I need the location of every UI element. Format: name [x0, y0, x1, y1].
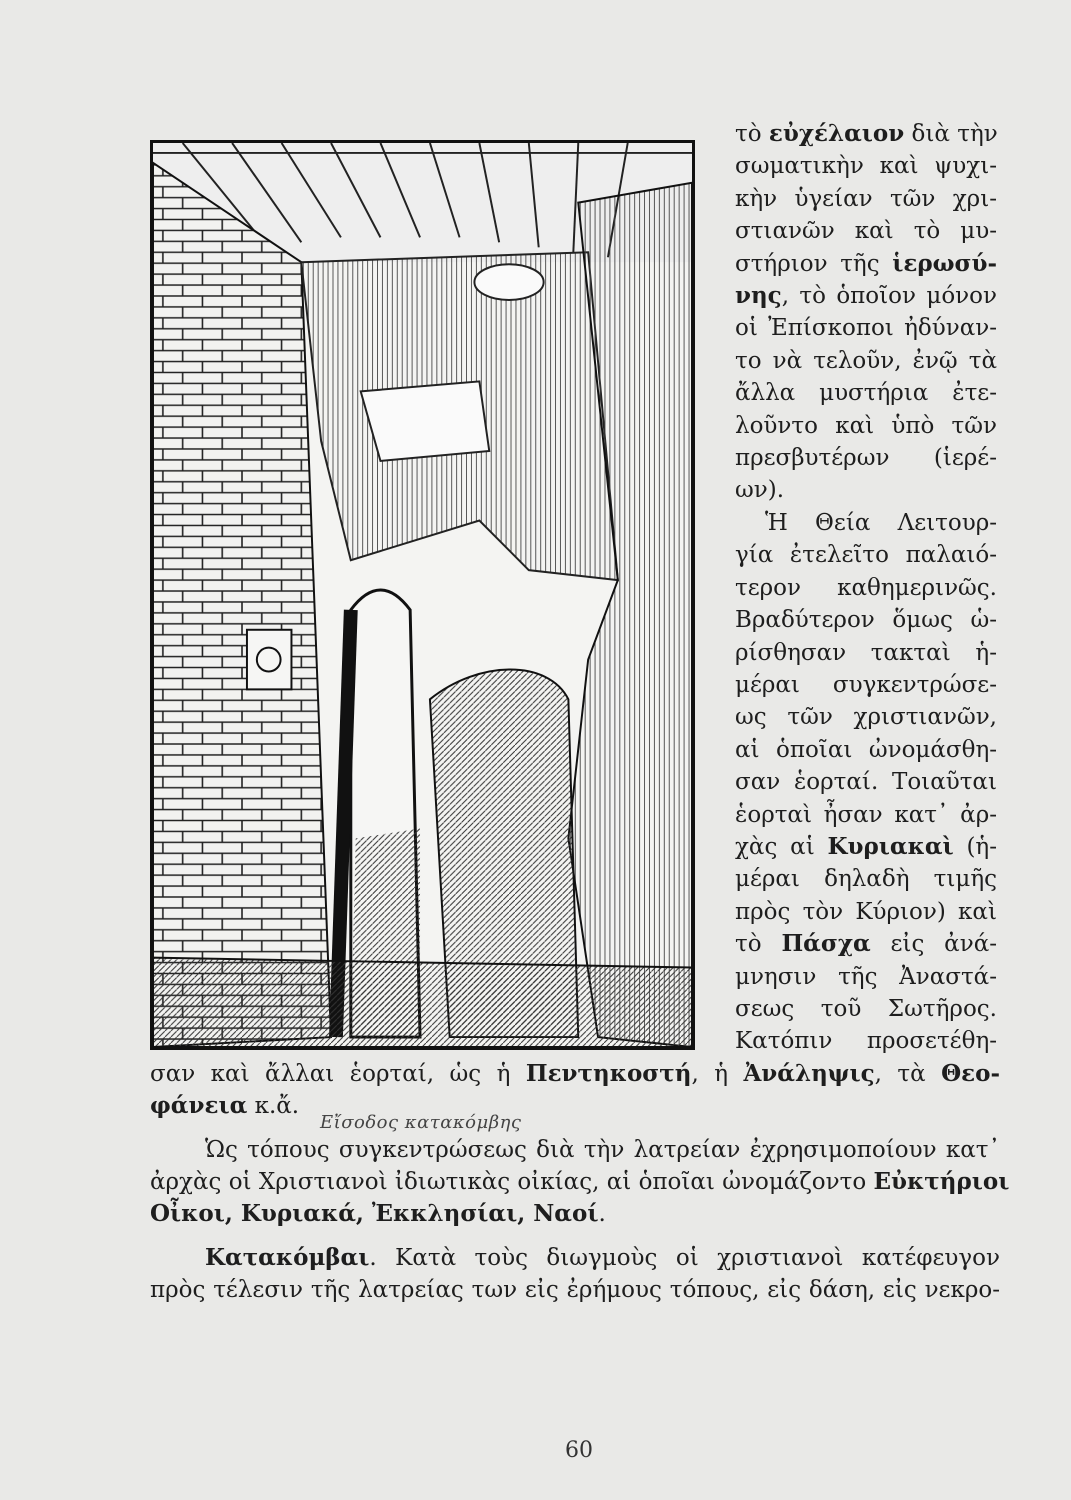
text-line	[735, 637, 997, 669]
figure-caption: Εἴσοδος κατακόμβης	[320, 1112, 522, 1133]
text-run: μνησιν τῆς Ἀναστά-	[735, 963, 997, 990]
text-line	[735, 507, 997, 539]
text-line	[735, 248, 997, 280]
text-run: πρὸς τὸν Κύριον) καὶ	[735, 898, 997, 925]
bold-term: Θεο-	[941, 1060, 1000, 1087]
text-run: διὰ τὴν	[904, 121, 998, 147]
text-run: στήριον τῆς	[735, 250, 893, 277]
text-line	[735, 669, 997, 701]
bold-term: Κατακόμβαι	[205, 1244, 370, 1271]
text-line	[150, 1090, 1000, 1122]
text-run: το νὰ τελοῦν, ἐνῷ τὰ	[735, 347, 997, 374]
text-run: ως τῶν χριστιανῶν,	[735, 704, 997, 731]
text-line	[735, 831, 997, 863]
text-run: σωματικὴν καὶ ψυχι-	[735, 153, 997, 180]
text-run: ων).	[735, 477, 785, 504]
text-line	[735, 539, 997, 571]
text-line	[735, 215, 997, 247]
text-run: ἑορταὶ ἦσαν κατ᾽ ἀρ-	[735, 801, 997, 828]
text-run: σαν ἑορταί. Τοιαῦται	[735, 769, 997, 796]
text-run: κὴν ὑγείαν τῶν χρι-	[735, 185, 997, 212]
text-line	[735, 410, 997, 442]
text-line	[735, 150, 997, 182]
text-run: . Κατὰ τοὺς διωγμοὺς οἱ χριστιανοὶ κατέφευγον	[369, 1245, 1000, 1271]
text-run: στιανῶν καὶ τὸ μυ-	[735, 218, 997, 245]
text-line	[735, 734, 997, 766]
bold-term: ἱερωσύ-	[892, 249, 997, 277]
text-run: κ.ἄ.	[247, 1093, 300, 1119]
text-run: αἱ ὁποῖαι ὠνομάσθη-	[735, 736, 997, 763]
text-run: πρὸς τέλεσιν τῆς λατρείας των εἰς ἐρήμους τόπους, εἰς δάση, εἰς νεκρο-	[150, 1277, 1000, 1303]
text-run: ἄλλα μυστήρια ἐτε-	[735, 380, 997, 407]
text-line	[735, 118, 997, 150]
text-run: σαν καὶ ἄλλαι ἑορταί, ὡς ἡ	[150, 1061, 526, 1087]
text-line	[735, 766, 997, 798]
text-line	[735, 474, 997, 506]
text-run: ρίσθησαν τακταὶ ἡ-	[735, 639, 997, 666]
text-line	[735, 701, 997, 733]
text-line	[735, 993, 997, 1025]
catacomb-entrance-illustration	[150, 140, 695, 1050]
text-run: Ὡς τόπους συγκεντρώσεως διὰ τὴν λατρείαν ἐχρησιμοποίουν κατ᾽	[205, 1137, 1000, 1163]
text-run: εἰς ἀνά-	[870, 931, 997, 958]
text-line	[735, 799, 997, 831]
paragraph-places-of-worship	[150, 1134, 1010, 1230]
text-line	[150, 1058, 1000, 1090]
text-run: μέραι συγκεντρώσε-	[735, 671, 997, 698]
text-run: , τὰ	[874, 1061, 942, 1087]
paragraph-feasts-continued	[150, 1058, 1000, 1122]
bold-term: εὐχέλαιον	[768, 120, 905, 147]
text-run: σεως τοῦ Σωτῆρος.	[735, 995, 997, 1022]
bold-term: Πάσχα	[781, 930, 871, 958]
text-run: Ἡ Θεία Λειτουρ-	[765, 509, 997, 536]
text-run: , τὸ ὁποῖον μόνον	[781, 283, 997, 310]
text-line	[150, 1166, 1010, 1198]
engraving-drawing	[153, 143, 692, 1047]
text-line	[735, 961, 997, 993]
text-run: Κατόπιν προσετέθη-	[735, 1028, 997, 1055]
text-run: τὸ	[735, 121, 769, 147]
text-line	[735, 863, 997, 895]
text-run: γία ἐτελεῖτο παλαιό-	[735, 542, 997, 569]
text-line	[150, 1242, 1000, 1274]
text-run: τὸ	[735, 931, 782, 958]
bold-term: Ἀνάληψις	[743, 1060, 875, 1087]
text-run: (ἡ-	[953, 833, 997, 860]
text-line	[735, 604, 997, 636]
text-run: .	[598, 1201, 606, 1227]
bold-term: Κυριακαὶ	[827, 832, 954, 860]
text-line	[735, 377, 997, 409]
text-line	[150, 1274, 1000, 1306]
text-run: τερον καθημερινῶς.	[735, 574, 997, 601]
text-run: οἱ Ἐπίσκοποι ἠδύναν-	[735, 315, 997, 342]
text-line	[735, 345, 997, 377]
text-run: πρεσβυτέρων (ἱερέ-	[735, 445, 997, 472]
bold-term: νης	[735, 282, 782, 310]
text-line	[735, 280, 997, 312]
side-column-text	[735, 118, 997, 1058]
text-line	[735, 1025, 997, 1057]
paragraph-catacombs	[150, 1242, 1000, 1306]
bold-term: Εὐκτήριοι	[873, 1168, 1010, 1195]
text-line	[735, 896, 997, 928]
text-line	[150, 1198, 1000, 1230]
text-run: , ἡ	[691, 1061, 744, 1087]
text-line	[735, 572, 997, 604]
text-line	[735, 442, 997, 474]
text-run: λοῦντο καὶ ὑπὸ τῶν	[735, 412, 997, 439]
bold-term: Οἶκοι, Κυριακά, Ἐκκλησίαι, Ναοί	[150, 1200, 599, 1227]
bold-term: φάνεια	[150, 1092, 248, 1119]
text-run: Βραδύτερον ὅμως ὡ-	[735, 607, 997, 634]
text-run: ἀρχὰς οἱ Χριστιανοὶ ἰδιωτικὰς οἰκίας, αἱ ὁποῖαι ὠνομάζοντο	[150, 1169, 874, 1195]
text-line	[735, 312, 997, 344]
text-run: χὰς αἱ	[735, 833, 828, 860]
text-run: μέραι δηλαδὴ τιμῆς	[735, 866, 997, 893]
bold-term: Πεντηκοστή	[525, 1060, 692, 1087]
text-line	[150, 1134, 1000, 1166]
page-number: 60	[565, 1438, 593, 1463]
text-line	[735, 183, 997, 215]
text-line	[735, 928, 997, 960]
